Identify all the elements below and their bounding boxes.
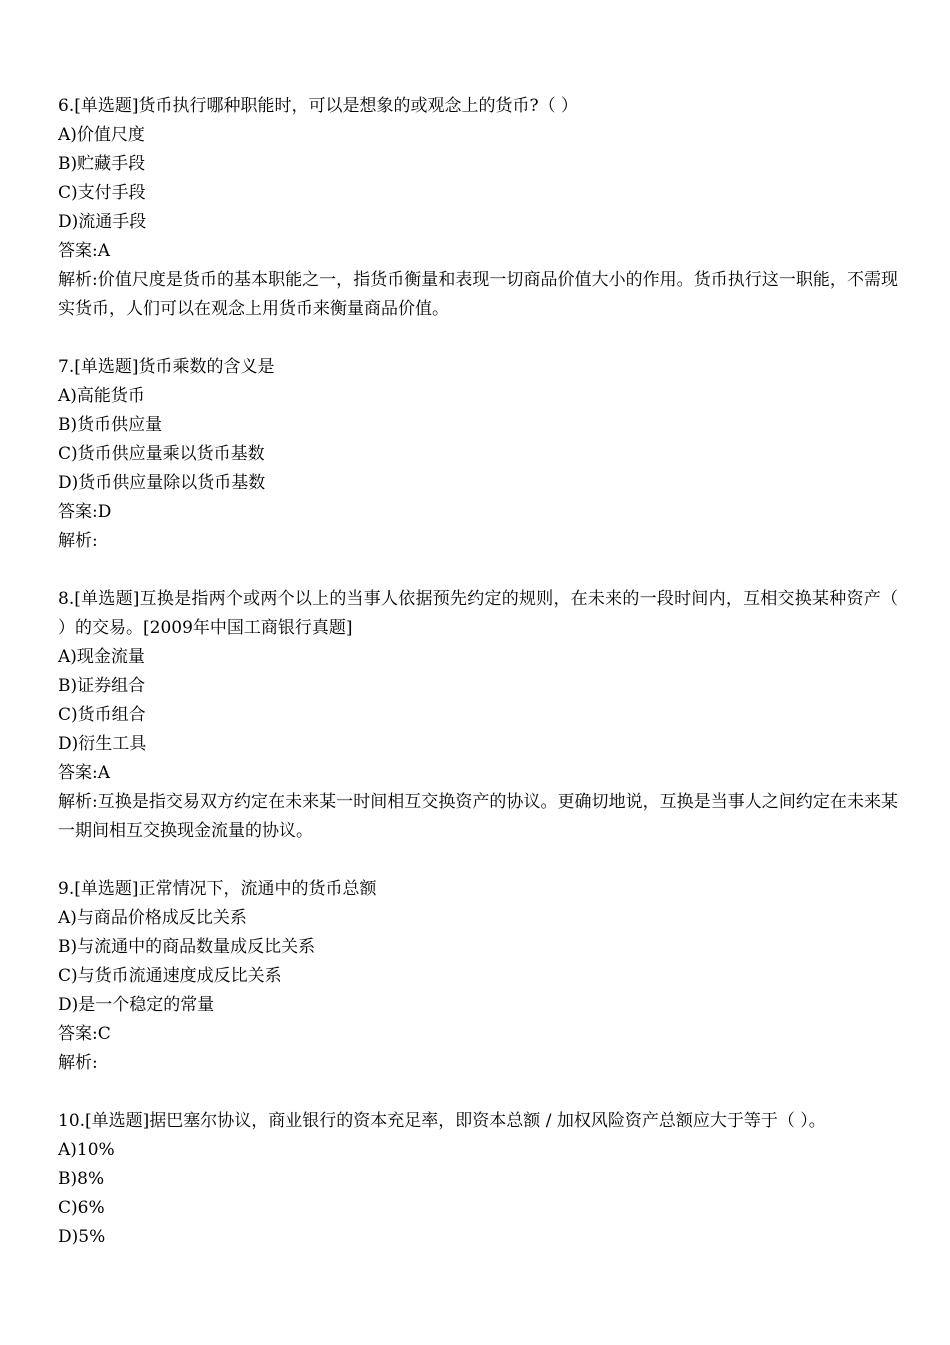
option-a: A)10%	[58, 1140, 115, 1160]
analysis: 解析:互换是指交易双方约定在未来某一时间相互交换资产的协议。更确切地说，互换是当事人之间约定在未来某一期间相互交换现金流量的协议。	[58, 792, 898, 841]
answer: 答案:A	[58, 241, 111, 261]
option-d: D)流通手段	[58, 212, 147, 232]
question-stem: 10.[单选题]据巴塞尔协议，商业银行的资本充足率，即资本总额 / 加权风险资产总额应大于等于（ ）。	[58, 1111, 826, 1131]
option-b: B)贮藏手段	[58, 154, 146, 174]
option-c: C)货币供应量乘以货币基数	[58, 444, 265, 464]
analysis: 解析:	[58, 1053, 98, 1073]
option-a: A)现金流量	[58, 647, 145, 667]
option-d: D)是一个稳定的常量	[58, 995, 215, 1015]
option-d: D)衍生工具	[58, 734, 147, 754]
question-stem: 7.[单选题]货币乘数的含义是	[58, 357, 275, 377]
question-spacer	[58, 846, 898, 875]
question-stem: 9.[单选题]正常情况下，流通中的货币总额	[58, 879, 377, 899]
question-8	[58, 585, 904, 846]
analysis: 解析:	[58, 531, 98, 551]
question-7	[58, 353, 898, 556]
analysis: 解析:价值尺度是货币的基本职能之一，指货币衡量和表现一切商品价值大小的作用。货币执行这一职能，不需现实货币，人们可以在观念上用货币来衡量商品价值。	[58, 270, 898, 319]
option-d: D)5%	[58, 1227, 106, 1247]
option-c: C)与货币流通速度成反比关系	[58, 966, 282, 986]
question-6	[58, 92, 898, 324]
option-c: C)货币组合	[58, 705, 146, 725]
question-spacer	[58, 1078, 898, 1107]
option-a: A)高能货币	[58, 386, 145, 406]
option-a: A)价值尺度	[58, 125, 145, 145]
option-b: B)8%	[58, 1169, 105, 1189]
question-9	[58, 875, 898, 1078]
question-10	[58, 1107, 898, 1252]
option-c: C)6%	[58, 1198, 105, 1218]
option-c: C)支付手段	[58, 183, 146, 203]
question-document	[58, 92, 904, 1252]
option-b: B)与流通中的商品数量成反比关系	[58, 937, 316, 957]
question-spacer	[58, 556, 898, 585]
option-a: A)与商品价格成反比关系	[58, 908, 247, 928]
answer: 答案:C	[58, 1024, 111, 1044]
question-stem: 8.[单选题]互换是指两个或两个以上的当事人依据预先约定的规则，在未来的一段时间内，互相交换某种资产（ ）的交易。[2009年中国工商银行真题]	[58, 589, 904, 638]
option-b: B)证券组合	[58, 676, 146, 696]
answer: 答案:A	[58, 763, 111, 783]
answer: 答案:D	[58, 502, 112, 522]
option-d: D)货币供应量除以货币基数	[58, 473, 266, 493]
option-b: B)货币供应量	[58, 415, 163, 435]
question-spacer	[58, 324, 898, 353]
question-stem: 6.[单选题]货币执行哪种职能时，可以是想象的或观念上的货币?（ ）	[58, 96, 579, 116]
